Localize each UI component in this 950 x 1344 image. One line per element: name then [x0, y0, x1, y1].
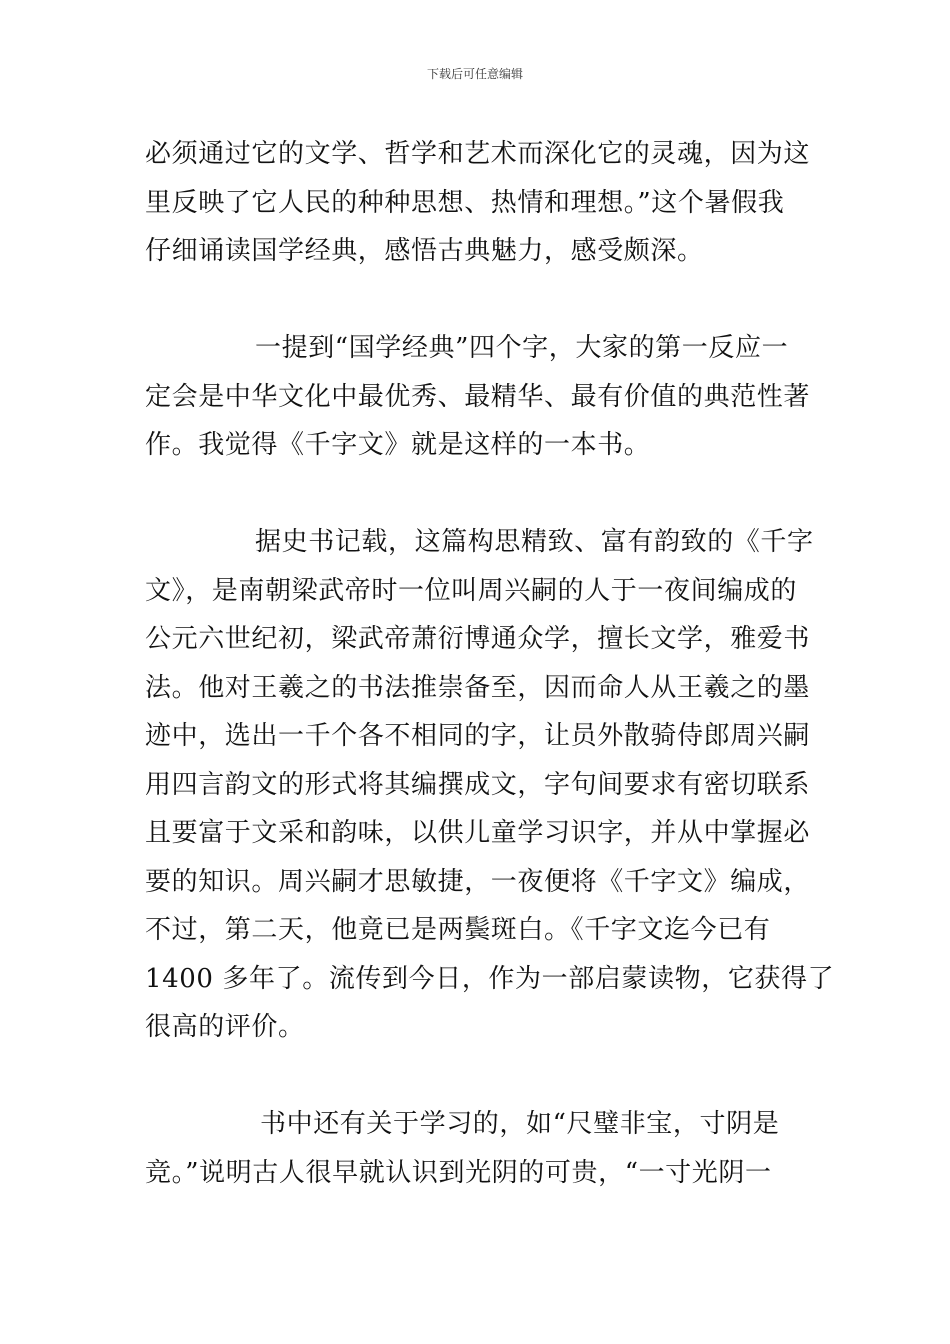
paragraph-line: 竞。”说明古人很早就认识到光阴的可贵，“一寸光阴一 [145, 1157, 772, 1188]
paragraph-spacer [145, 276, 810, 325]
paragraph-1 [145, 130, 810, 276]
paragraph-line: 仔细诵读国学经典，感悟古典魅力，感受颇深。 [145, 236, 704, 266]
paragraph-line: 公元六世纪初，梁武帝萧衍博通众学，擅长文学，雅爱书 [145, 624, 811, 654]
paragraph-3 [145, 518, 835, 1052]
paragraph-line: 要的知识。周兴嗣才思敏捷，一夜便将《千字文》编成， [145, 866, 811, 897]
paragraph-line: 文》，是南朝梁武帝时一位叫周兴嗣的人于一夜间编成的 [145, 575, 798, 606]
paragraph-line: 必须通过它的文学、哲学和艺术而深化它的灵魂，因为这 [145, 139, 811, 169]
paragraph-line-indented: 据史书记载，这篇构思精致、富有韵致的《千字 [255, 527, 814, 557]
paragraph-line-indented: 书中还有关于学习的，如“尺璧非宝，寸阴是 [260, 1109, 780, 1139]
paragraph-line: 定会是中华文化中最优秀、最精华、最有价值的典范性著 [145, 381, 811, 412]
paragraph-line: 很高的评价。 [145, 1012, 305, 1042]
document-body [145, 130, 835, 1197]
paragraph-spacer [145, 1052, 810, 1101]
paragraph-spacer [145, 470, 810, 519]
paragraph-line: 里反映了它人民的种种思想、热情和理想。”这个暑假我 [145, 187, 785, 218]
paragraph-line: 作。我觉得《千字文》就是这样的一本书。 [145, 430, 651, 460]
paragraph-line: 且要富于文采和韵味，以供儿童学习识字，并从中掌握必 [145, 818, 811, 848]
paragraph-line-indented: 一提到“国学经典”四个字，大家的第一反应一 [255, 333, 789, 363]
paragraph-4 [145, 1100, 810, 1197]
paragraph-2 [145, 324, 810, 470]
paragraph-line: 法。他对王羲之的书法推崇备至，因而命人从王羲之的墨 [145, 672, 811, 703]
paragraph-line: 用四言韵文的形式将其编撰成文，字句间要求有密切联系 [145, 769, 811, 800]
paragraph-line: 迹中，选出一千个各不相同的字，让员外散骑侍郎周兴嗣 [145, 721, 811, 751]
paragraph-line: 1400 多年了。流传到今日，作为一部启蒙读物，它获得了 [145, 963, 835, 994]
page-header: 下载后可任意编辑 [426, 67, 523, 81]
paragraph-line: 不过，第二天，他竟已是两鬓斑白。《千字文迄今已有 [145, 915, 771, 945]
